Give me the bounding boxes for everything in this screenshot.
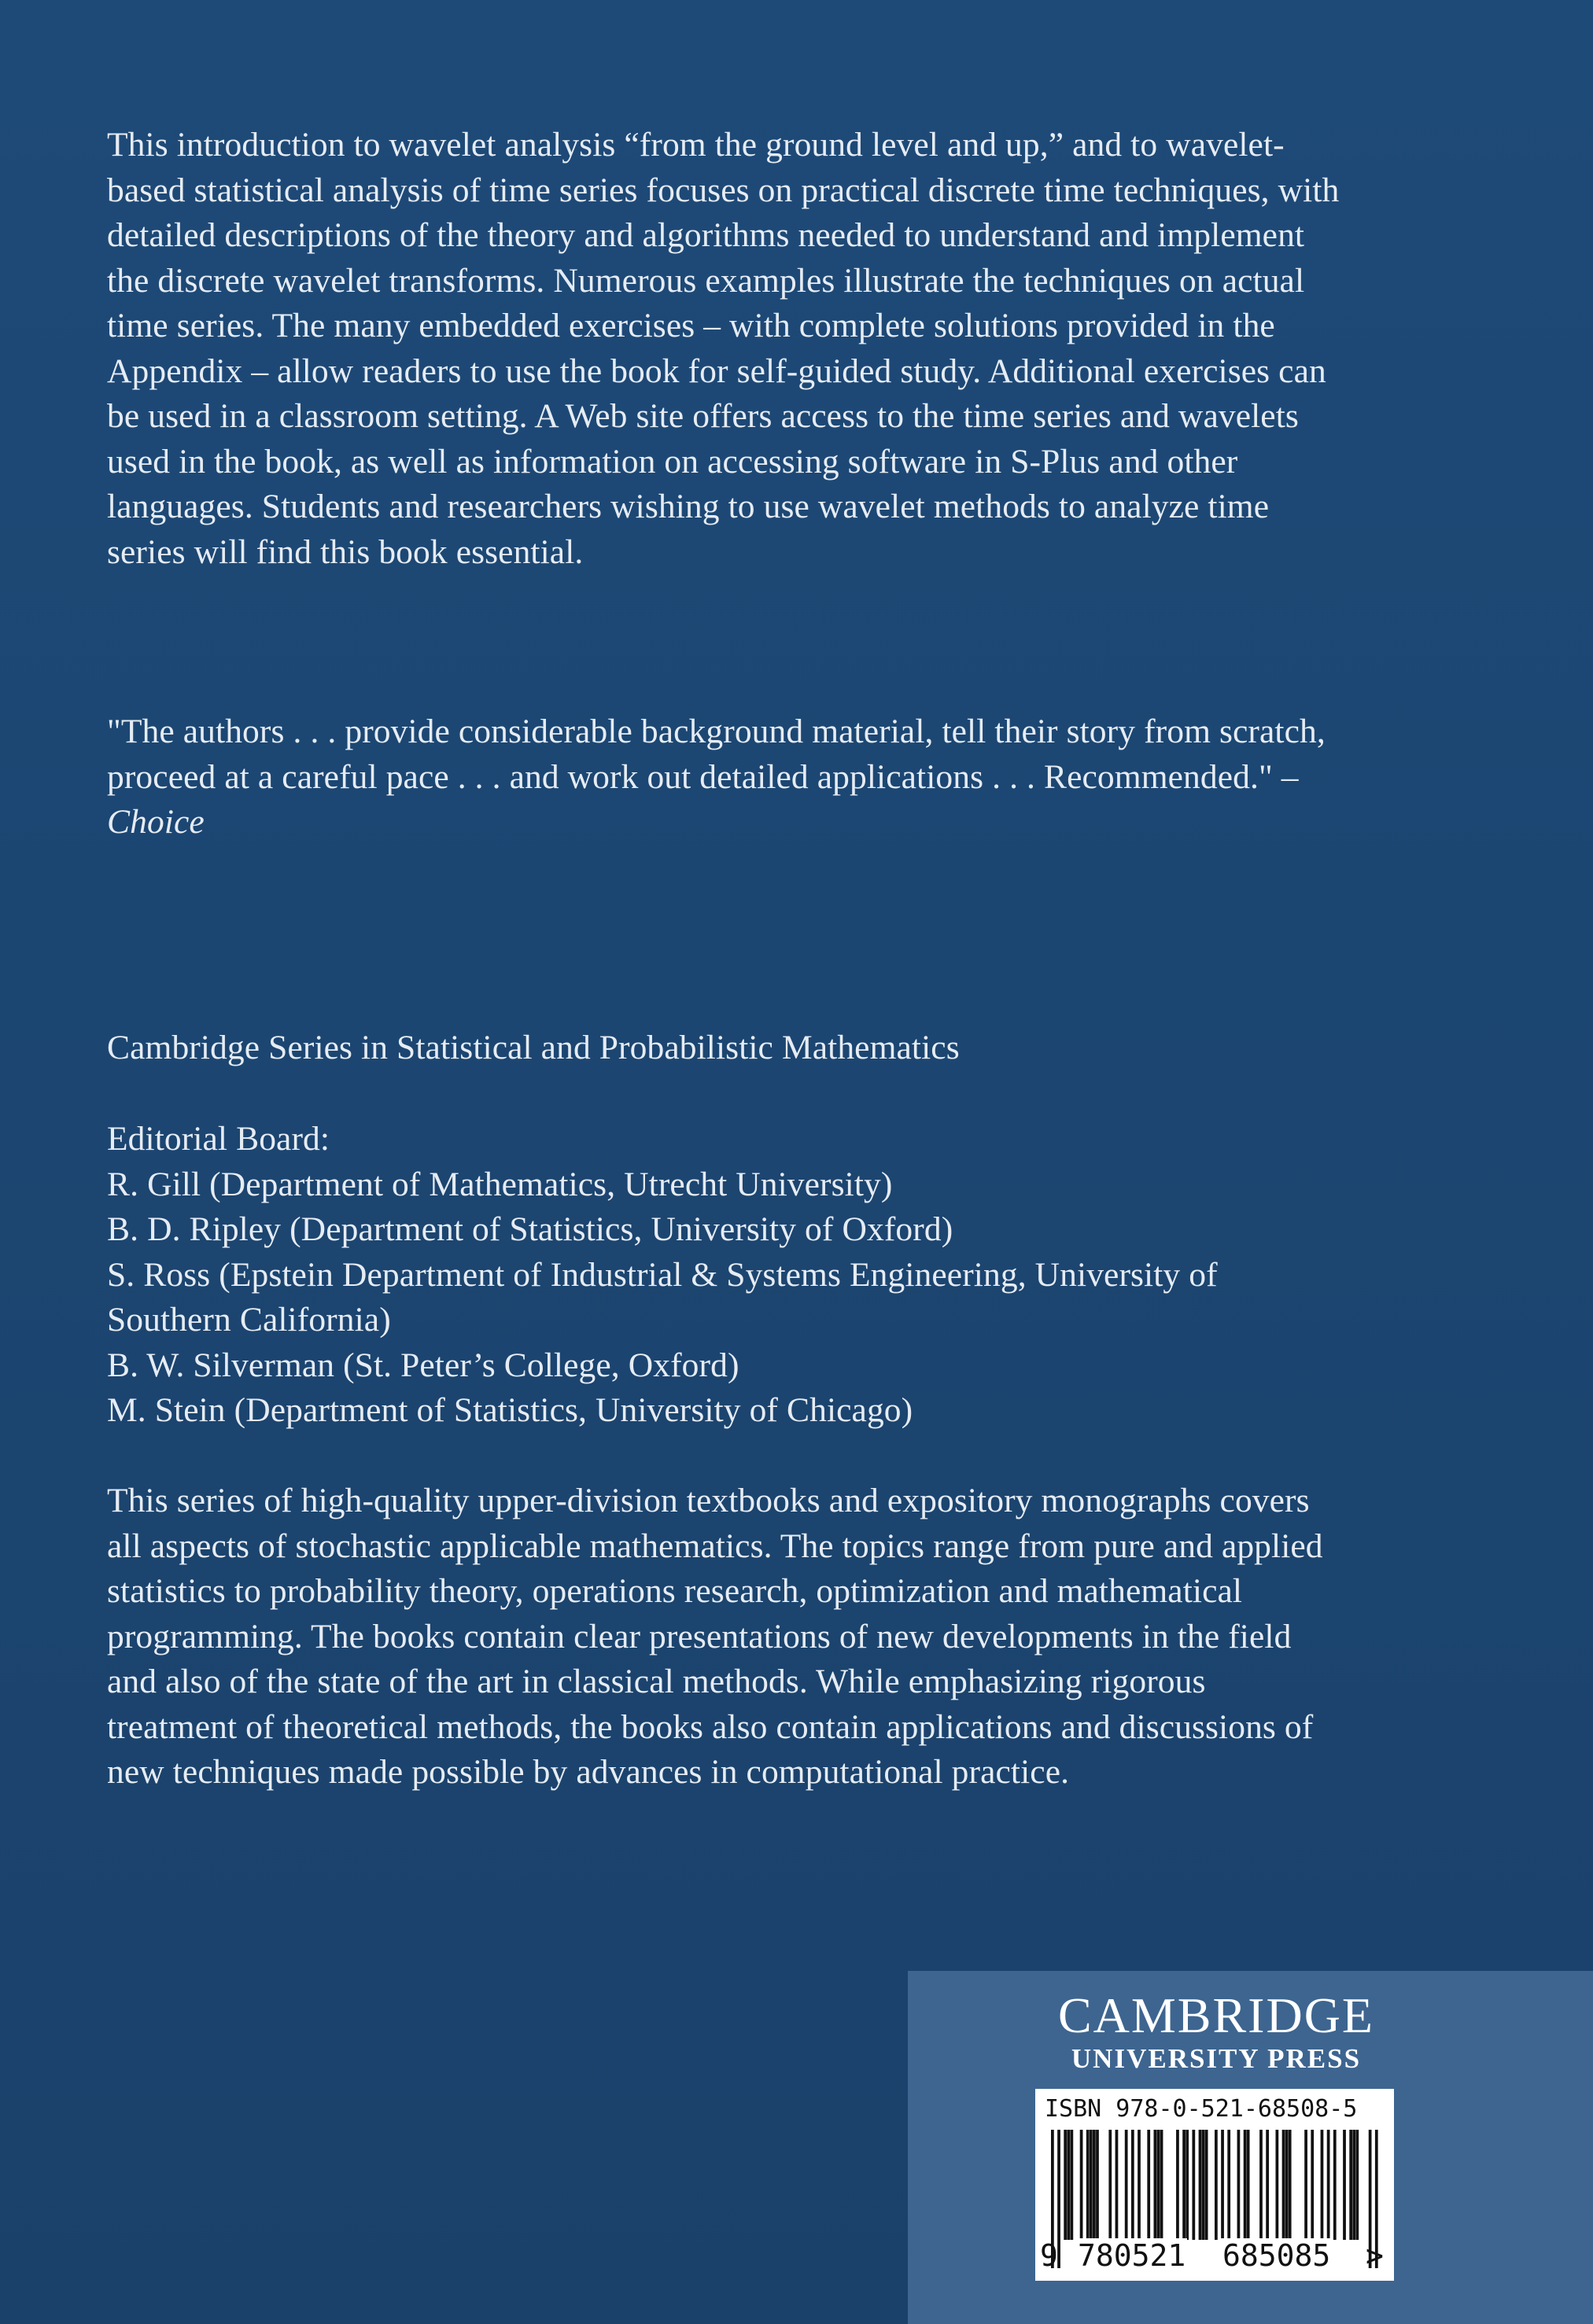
barcode-bar bbox=[1355, 2130, 1359, 2240]
review-line: "The authors . . . provide considerable background material, tell their story from scratch, bbox=[107, 713, 1326, 750]
barcode-bar bbox=[1202, 2130, 1205, 2240]
description-line: This introduction to wavelet analysis “from the ground level and up,” and to wavelet- bbox=[107, 126, 1285, 164]
board-member: M. Stein (Department of Statistics, University of Chicago) bbox=[107, 1391, 913, 1429]
series-title bbox=[107, 1026, 1523, 1071]
barcode-bar bbox=[1266, 2130, 1269, 2240]
barcode-bar bbox=[1064, 2130, 1067, 2240]
barcode-bar bbox=[1205, 2130, 1208, 2240]
board-member: B. D. Ripley (Department of Statistics, University of Oxford) bbox=[107, 1210, 953, 1248]
barcode-bar bbox=[1321, 2130, 1324, 2240]
barcode-bar bbox=[1275, 2130, 1278, 2240]
series-description-line: all aspects of stochastic applicable mathematics. The topics range from pure and applied bbox=[107, 1527, 1323, 1565]
barcode-lead-digit: 9 bbox=[1040, 2238, 1058, 2273]
series-description-line: programming. The books contain clear presentations of new developments in the field bbox=[107, 1617, 1292, 1656]
barcode-bar bbox=[1096, 2130, 1099, 2240]
barcode-bar bbox=[1311, 2130, 1314, 2240]
description-line: Appendix – allow readers to use the book for self-guided study. Additional exercises can bbox=[107, 352, 1326, 390]
board-member: S. Ross (Epstein Department of Industrial & Systems Engineering, University of bbox=[107, 1255, 1218, 1294]
barcode-first-group: 780521 bbox=[1078, 2238, 1186, 2273]
barcode-digits bbox=[1035, 2238, 1394, 2278]
barcode-bar bbox=[1157, 2130, 1160, 2240]
review-source: Choice bbox=[107, 803, 205, 841]
barcode-bar bbox=[1227, 2130, 1230, 2240]
barcode-bar bbox=[1221, 2130, 1224, 2240]
barcode-bar bbox=[1070, 2130, 1073, 2240]
barcode-bar bbox=[1138, 2130, 1141, 2240]
barcode-bar bbox=[1131, 2130, 1134, 2240]
series-description-line: new techniques made possible by advances in computational practice. bbox=[107, 1753, 1070, 1791]
description-line: based statistical analysis of time series focuses on practical discrete time techniques, with bbox=[107, 171, 1340, 209]
series-title-text: Cambridge Series in Statistical and Probabilistic Mathematics bbox=[107, 1029, 960, 1066]
barcode-bar bbox=[1349, 2130, 1352, 2240]
series-description-line: and also of the state of the art in classical methods. While emphasizing rigorous bbox=[107, 1663, 1206, 1700]
barcode-bar bbox=[1154, 2130, 1157, 2240]
barcode-end-mark: > bbox=[1366, 2238, 1384, 2273]
editorial-board bbox=[107, 1117, 1523, 1434]
barcode-bar bbox=[1147, 2130, 1150, 2240]
barcode-bar bbox=[1343, 2130, 1346, 2240]
editorial-board-heading: Editorial Board: bbox=[107, 1120, 330, 1158]
review-line: proceed at a careful pace . . . and work out detailed applications . . . Recommended." – bbox=[107, 757, 1299, 796]
barcode-bar bbox=[1327, 2130, 1330, 2240]
series-description bbox=[107, 1479, 1523, 1795]
description-line: be used in a classroom setting. A Web site offers access to the time series and wavelets bbox=[107, 397, 1299, 435]
description-line: detailed descriptions of the theory and algorithms needed to understand and implement bbox=[107, 216, 1305, 254]
barcode-bar bbox=[1160, 2130, 1163, 2240]
description-line: used in the book, as well as information on accessing software in S-Plus and other bbox=[107, 442, 1238, 481]
barcode-bar bbox=[1237, 2130, 1241, 2240]
barcode-bar bbox=[1285, 2130, 1289, 2240]
barcode-bar bbox=[1108, 2130, 1112, 2240]
barcode-bar bbox=[1080, 2130, 1083, 2240]
barcode-bar bbox=[1215, 2130, 1218, 2240]
barcode-bar bbox=[1192, 2130, 1195, 2240]
review-quote bbox=[107, 709, 1523, 845]
board-member: R. Gill (Department of Mathematics, Utrecht University) bbox=[107, 1165, 893, 1203]
barcode-bar bbox=[1090, 2130, 1093, 2240]
publisher-logo-name: CAMBRIDGE bbox=[1057, 1987, 1375, 2043]
book-description bbox=[107, 123, 1523, 575]
barcode-second-group: 685085 bbox=[1222, 2238, 1331, 2273]
barcode-bar bbox=[1244, 2130, 1247, 2240]
description-line: time series. The many embedded exercises – with complete solutions provided in the bbox=[107, 307, 1275, 344]
barcode-bar bbox=[1115, 2130, 1119, 2240]
barcode-bar bbox=[1182, 2130, 1186, 2240]
barcode-bar bbox=[1333, 2130, 1337, 2240]
description-line: the discrete wavelet transforms. Numerous examples illustrate the techniques on actual bbox=[107, 261, 1305, 300]
description-line: series will find this book essential. bbox=[107, 532, 584, 571]
barcode-bar bbox=[1186, 2130, 1189, 2240]
description-line: languages. Students and researchers wishing to use wavelet methods to analyze time bbox=[107, 488, 1270, 525]
barcode-bar bbox=[1125, 2130, 1128, 2240]
board-member: B. W. Silverman (St. Peter’s College, Oxford) bbox=[107, 1346, 739, 1384]
barcode-bar bbox=[1086, 2130, 1090, 2240]
series-description-line: treatment of theoretical methods, the books also contain applications and discussions of bbox=[107, 1707, 1314, 1746]
barcode-bar bbox=[1282, 2130, 1285, 2240]
barcode-bar bbox=[1259, 2130, 1263, 2240]
barcode-bar bbox=[1247, 2130, 1250, 2240]
barcode-bar bbox=[1199, 2130, 1202, 2240]
barcode-bar bbox=[1289, 2130, 1292, 2240]
barcode-bar bbox=[1067, 2130, 1070, 2240]
barcode-bar bbox=[1352, 2130, 1355, 2240]
barcode-bar bbox=[1176, 2130, 1179, 2240]
series-description-line: statistics to probability theory, operations research, optimization and mathematical bbox=[107, 1572, 1243, 1610]
isbn-number: ISBN 978-0-521-68508-5 bbox=[1045, 2095, 1358, 2123]
barcode-bar bbox=[1304, 2130, 1307, 2240]
barcode-bar bbox=[1093, 2130, 1096, 2240]
publisher-logo-press: UNIVERSITY PRESS bbox=[1071, 2043, 1362, 2074]
series-description-line: This series of high-quality upper-division textbooks and expository monographs covers bbox=[107, 1482, 1310, 1519]
isbn-barcode bbox=[1035, 2089, 1394, 2281]
board-member: Southern California) bbox=[107, 1301, 391, 1339]
